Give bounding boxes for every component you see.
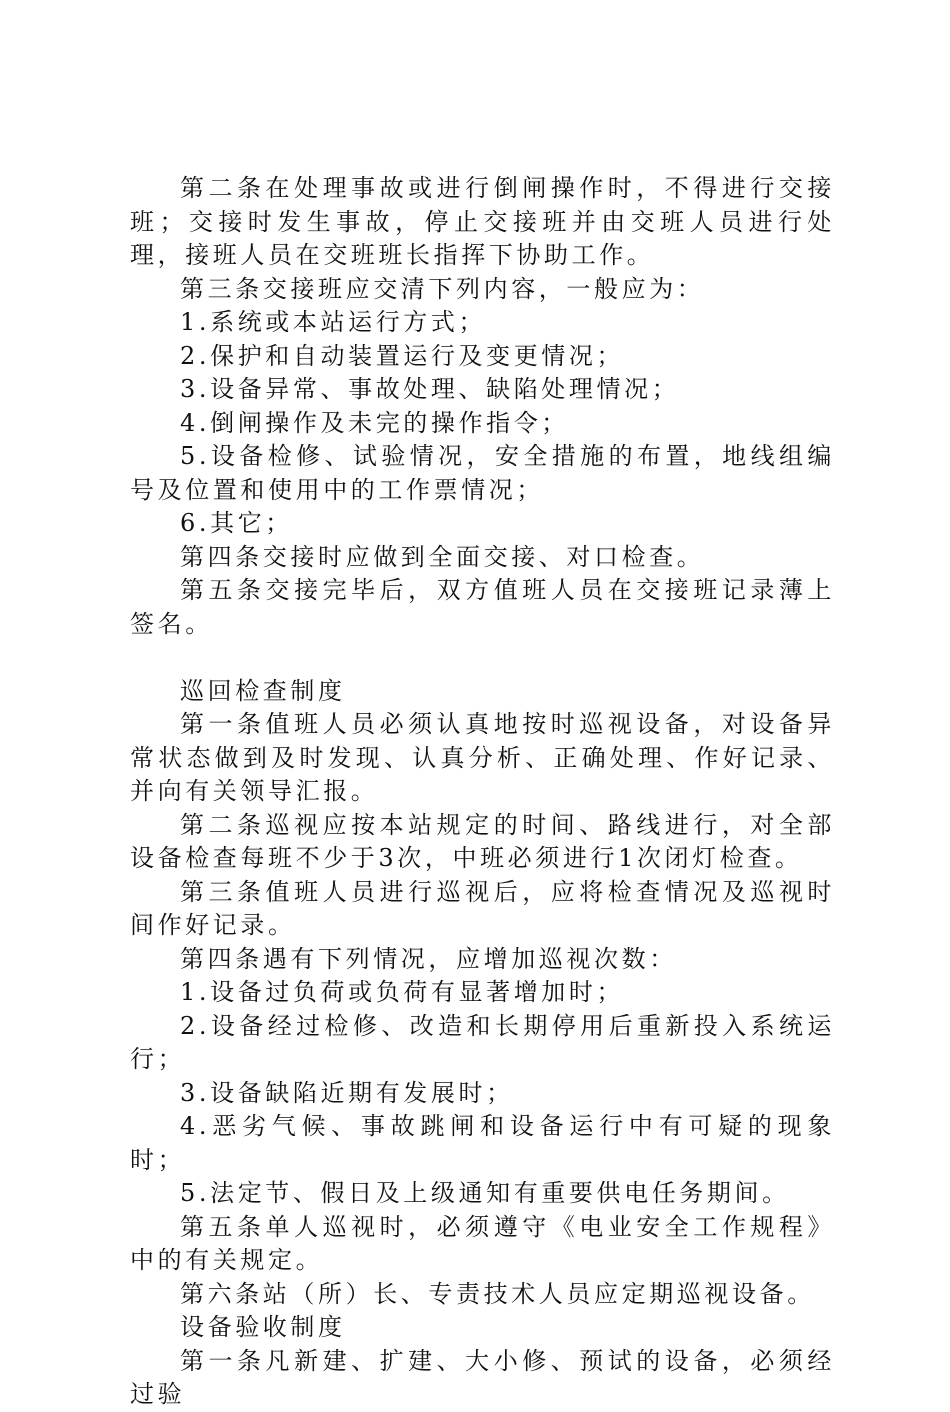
paragraph: 第五条单人巡视时，必须遵守《电业安全工作规程》中的有关规定。 — [130, 1212, 835, 1274]
blank-line — [130, 641, 835, 675]
paragraph: 第四条遇有下列情况，应增加巡视次数： — [180, 944, 677, 973]
paragraph: 第三条值班人员进行巡视后，应将检查情况及巡视时间作好记录。 — [130, 877, 835, 939]
list-item: 1.系统或本站运行方式； — [180, 308, 487, 336]
section-heading: 巡回检查制度 — [180, 676, 346, 705]
paragraph: 第五条交接完毕后，双方值班人员在交接班记录薄上签名。 — [130, 576, 835, 638]
list-item: 6.其它； — [180, 509, 293, 537]
list-item: 5.法定节、假日及上级通知有重要供电任务期间。 — [180, 1179, 790, 1207]
document-body — [130, 172, 835, 1412]
list-item: 3.设备异常、事故处理、缺陷处理情况； — [180, 375, 680, 403]
list-item: 4.倒闸操作及未完的操作指令； — [180, 408, 569, 437]
paragraph: 第四条交接时应做到全面交接、对口检查。 — [180, 542, 705, 571]
paragraph: 第一条值班人员必须认真地按时巡视设备，对设备异常状态做到及时发现、认真分析、正确处理、作好记录、并向有关领导汇报。 — [130, 710, 835, 805]
list-item: 2.设备经过检修、改造和长期停用后重新投入系统运行； — [130, 1011, 835, 1073]
paragraph: 第二条在处理事故或进行倒闸操作时，不得进行交接班；交接时发生事故，停止交接班并由交班人员进行处理，接班人员在交班班长指挥下协助工作。 — [130, 174, 835, 269]
list-item: 1.设备过负荷或负荷有显著增加时； — [180, 978, 625, 1006]
paragraph: 第三条交接班应交清下列内容，一般应为： — [180, 274, 705, 303]
paragraph: 第二条巡视应按本站规定的时间、路线进行，对全部设备检查每班不少于3次，中班必须进行1次闭灯检查。 — [130, 810, 835, 872]
list-item: 3.设备缺陷近期有发展时； — [180, 1078, 514, 1107]
paragraph: 第一条凡新建、扩建、大小修、预试的设备，必须经过验 — [130, 1346, 835, 1408]
section-heading: 设备验收制度 — [180, 1313, 346, 1341]
paragraph: 第六条站（所）长、专责技术人员应定期巡视设备。 — [180, 1279, 815, 1308]
list-item: 2.保护和自动装置运行及变更情况； — [180, 341, 625, 370]
list-item: 5.设备检修、试验情况，安全措施的布置，地线组编号及位置和使用中的工作票情况； — [130, 442, 835, 504]
list-item: 4.恶劣气候、事故跳闸和设备运行中有可疑的现象时； — [130, 1112, 835, 1174]
